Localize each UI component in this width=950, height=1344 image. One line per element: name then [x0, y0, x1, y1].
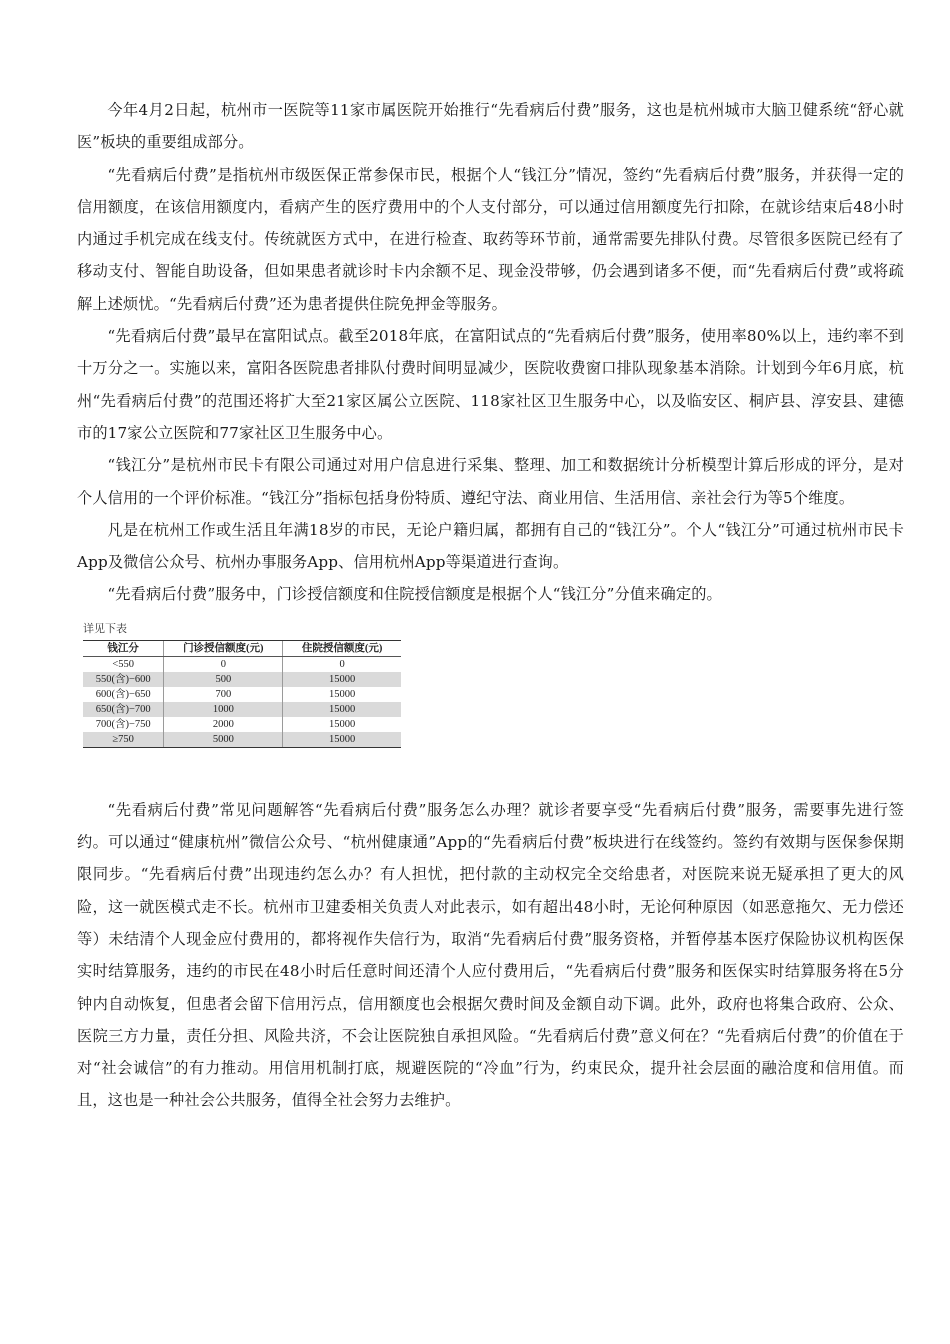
paragraph-intro: 今年4月2日起，杭州市一医院等11家市属医院开始推行“先看病后付费”服务，这也是杭州城市大脑卫健系统“舒心就医”板块的重要组成部分。 — [77, 101, 904, 152]
credit-limit-table — [83, 640, 401, 748]
table-cell: 15000 — [283, 687, 401, 702]
paragraph-pilot: “先看病后付费”最早在富阳试点。截至2018年底，在富阳试点的“先看病后付费”服务，使用率80%以上，违约率不到十万分之一。实施以来，富阳各医院患者排队付费时间明显减少，医院收费窗口排队现象基本消除。计划到今年6月底，杭州“先看病后付费”的范围还将扩大至21家区属公立医院、118家社区卫生服务中心，以及临安区、桐庐县、淳安县、建德市的17家公立医院和77家社区卫生服务中心。 — [77, 327, 904, 442]
table-header-cell: 住院授信额度(元) — [283, 640, 401, 656]
spacer — [77, 748, 904, 794]
table-cell: 15000 — [283, 672, 401, 687]
table-cell: 15000 — [283, 702, 401, 717]
table-header-cell: 钱江分 — [83, 640, 164, 656]
table-row — [83, 672, 401, 687]
table-cell: 700 — [164, 687, 283, 702]
table-header-row — [83, 640, 401, 656]
table-cell: 5000 — [164, 732, 283, 748]
table-cell: 500 — [164, 672, 283, 687]
credit-table-block — [83, 621, 401, 748]
table-cell: 1000 — [164, 702, 283, 717]
table-cell: 650(含)−700 — [83, 702, 164, 717]
table-cell: 15000 — [283, 717, 401, 732]
table-cell: 0 — [164, 656, 283, 672]
paragraph-credit-limits: “先看病后付费”服务中，门诊授信额度和住院授信额度是根据个人“钱江分”分值来确定的。 — [107, 585, 722, 604]
table-cell: 15000 — [283, 732, 401, 748]
table-cell: 600(含)−650 — [95, 688, 151, 700]
table-row — [83, 702, 401, 717]
paragraph-definition: “先看病后付费”是指杭州市级医保正常参保市民，根据个人“钱江分”情况，签约“先看病后付费”服务，并获得一定的信用额度，在该信用额度内，看病产生的医疗费用中的个人支付部分，可以通过信用额度先行扣除，在就诊结束后48小时内通过手机完成在线支付。传统就医方式中，在进行检查、取药等环节前，通常需要先排队付费。尽管很多医院已经有了移动支付、智能自助设备，但如果患者就诊时卡内余额不足、现金没带够，仍会遇到诸多不便，而“先看病后付费”或将疏解上述烦忧。“先看病后付费”还为患者提供住院免押金等服务。 — [77, 165, 904, 313]
table-cell: ≥750 — [83, 732, 164, 748]
table-cell: 550(含)−600 — [83, 672, 164, 687]
paragraph-qianjiang-score: “钱江分”是杭州市民卡有限公司通过对用户信息进行采集、整理、加工和数据统计分析模型计算后形成的评分，是对个人信用的一个评价标准。“钱江分”指标包括身份特质、遵纪守法、商业用信、生活用信、亲社会行为等5个维度。 — [77, 456, 904, 507]
paragraph-eligibility: 凡是在杭州工作或生活且年满18岁的市民，无论户籍归属，都拥有自己的“钱江分”。个人“钱江分”可通过杭州市民卡App及微信公众号、杭州办事服务App、信用杭州App等渠道进行查询。 — [77, 520, 904, 572]
table-cell: <550 — [112, 658, 135, 670]
paragraph-faq: “先看病后付费”常见问题解答“先看病后付费”服务怎么办理？就诊者要享受“先看病后付费”服务，需要事先进行签约。可以通过“健康杭州”微信公众号、“杭州健康通”App的“先看病后付费”板块进行在线签约。签约有效期与医保参保期限同步。“先看病后付费”出现违约怎么办？有人担忧，把付款的主动权完全交给患者，对医院来说无疑承担了更大的风险，这一就医模式走不长。杭州市卫建委相关负责人对此表示，如有超出48小时，无论何种原因（如恶意拖欠、无力偿还等）未结清个人现金应付费用的，都将视作失信行为，取消“先看病后付费”服务资格，并暂停基本医疗保险协议机构医保实时结算服务，违约的市民在48小时后任意时间还清个人应付费用后，“先看病后付费”服务和医保实时结算服务将在5分钟内自动恢复，但患者会留下信用污点，信用额度也会根据欠费时间及金额自动下调。此外，政府也将集合政府、公众、医院三方力量，责任分担、风险共济，不会让医院独自承担风险。“先看病后付费”意义何在？“先看病后付费”的价值在于对“社会诚信”的有力推动。用信用机制打底，规避医院的“冷血”行为，约束民众，提升社会层面的融洽度和信用值。而且，这也是一种社会公共服务，值得全社会努力去维护。 — [77, 800, 904, 1110]
table-header-cell: 门诊授信额度(元) — [164, 640, 283, 656]
table-cell: 2000 — [164, 717, 283, 732]
table-row — [83, 732, 401, 748]
table-caption: 详见下表 — [83, 622, 127, 635]
table-cell: 0 — [283, 656, 401, 672]
table-row — [83, 717, 401, 732]
table-row — [83, 656, 401, 672]
table-row — [83, 687, 401, 702]
table-cell: 700(含)−750 — [95, 718, 151, 730]
